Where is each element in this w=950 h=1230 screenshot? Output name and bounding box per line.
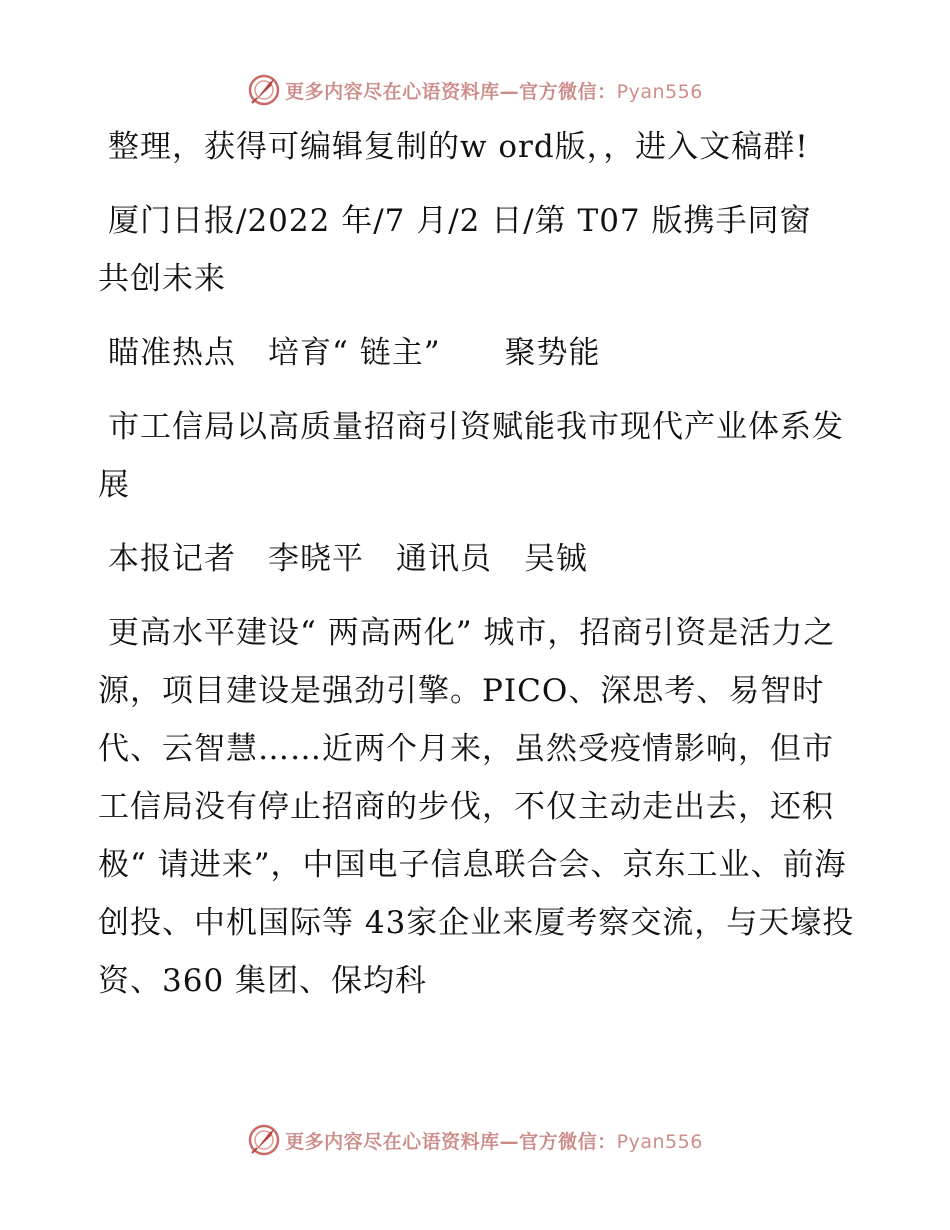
paragraph-source: 厦门日报/2022 年/7 月/2 日/第 T07 版携手同窗 共创未来 — [98, 203, 844, 297]
paragraph-headline: 瞄准热点 培育“ 链主” 聚势能 — [108, 335, 601, 371]
footer-watermark — [0, 1120, 950, 1160]
watermark-wechat-id: Pyan556 — [616, 80, 703, 103]
watermark-wechat-id: Pyan556 — [616, 1130, 703, 1153]
watermark-text — [285, 1127, 703, 1154]
quill-logo-icon — [247, 1123, 281, 1157]
header-watermark — [0, 70, 950, 110]
paragraph-byline: 本报记者 李晓平 通讯员 吴铖 — [108, 541, 588, 577]
watermark-label: 更多内容尽在心语资料库—官方微信： — [285, 80, 617, 103]
paragraph-intro: 整理，获得可编辑复制的w ord版，，进入文稿群! — [108, 129, 809, 165]
watermark-text — [285, 77, 703, 104]
document-body — [98, 118, 858, 1024]
paragraph-subheadline: 市工信局以高质量招商引资赋能我市现代产业体系发展 — [98, 409, 844, 503]
paragraph-body: 更高水平建设“ 两高两化” 城市，招商引资是活力之源，项目建设是强劲引擎。PICO、深思考、易智时代、云智慧……近两个月来，虽然受疫情影响，但市工信局没有停止招商的步伐，不仅主动走出去，还积极“ 请进来”，中国电子信息联合会、京东工业、前海创投、中机国际等 43家企业来厦考察交流，与天壕投资、360 集团、保均科 — [98, 615, 855, 999]
watermark-label: 更多内容尽在心语资料库—官方微信： — [285, 1130, 617, 1153]
quill-logo-icon — [247, 73, 281, 107]
